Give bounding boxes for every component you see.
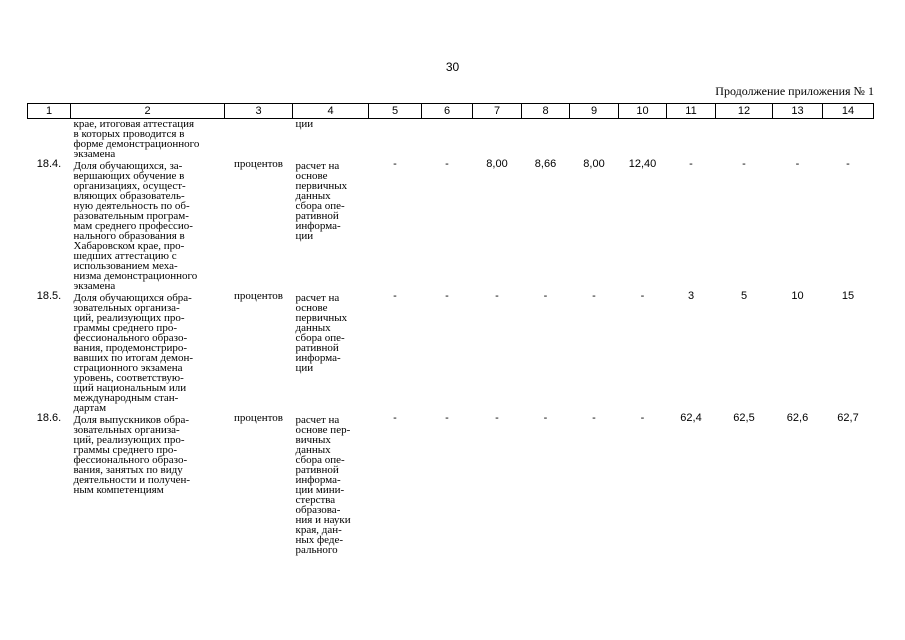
value-cell: -: [742, 158, 746, 170]
row-number: 18.6.: [36, 412, 62, 424]
value-cell: -: [640, 412, 645, 424]
column-header: 10: [619, 104, 667, 119]
table-row: [28, 413, 874, 555]
value-cell: 10: [791, 290, 804, 302]
value-cell: 5: [740, 290, 748, 302]
data-source: расчет на основе первичных данных сбора опе- ративной информа- ции: [295, 292, 348, 374]
data-source: расчет на основе первичных данных сбора опе- ративной информа- ции: [295, 160, 348, 242]
column-header: 8: [522, 104, 570, 119]
column-number-row: [28, 104, 874, 119]
value-cell: -: [846, 158, 850, 170]
value-cell: 62,5: [733, 412, 755, 424]
value-cell: 8,00: [486, 158, 508, 170]
table-row: [28, 159, 874, 291]
value-cell: 62,4: [680, 412, 702, 424]
value-cell: -: [543, 290, 548, 302]
row-number: 18.5.: [36, 290, 62, 302]
table-row: [28, 291, 874, 413]
value-cell: 3: [687, 290, 695, 302]
value-cell: -: [795, 158, 800, 170]
value-cell: -: [592, 290, 596, 302]
unit: процентов: [234, 290, 283, 302]
value-cell: 15: [841, 290, 855, 302]
value-cell: -: [393, 290, 397, 302]
value-cell: -: [592, 412, 596, 424]
value-cell: 12,40: [628, 158, 657, 170]
value-cell: -: [543, 412, 548, 424]
column-header: 5: [369, 104, 422, 119]
value-cell: -: [445, 158, 449, 170]
column-header: 14: [823, 104, 874, 119]
indicator-name: Доля выпускников обра- зовательных организа- ций, реализующих про- граммы среднего про- фессионального образо- вания, занятых по виду деятельности и получен- ным компетенциям: [73, 414, 191, 496]
value-cell: -: [495, 412, 499, 424]
unit: [225, 119, 293, 160]
column-header: 3: [225, 104, 293, 119]
data-source: ции: [295, 118, 314, 130]
value-cell: -: [495, 290, 499, 302]
value-cell: 62,6: [786, 412, 809, 424]
data-source: расчет на основе пер- вичных данных сбора опе- ративной информа- ции мини- стерства образова- ния и науки края, дан- ных феде- рального: [295, 414, 351, 556]
indicators-table: [27, 103, 874, 555]
value-cell: -: [640, 290, 645, 302]
row-number: [28, 119, 71, 160]
value-cell: 8,00: [583, 158, 605, 170]
column-header: 12: [716, 104, 773, 119]
column-header: 13: [773, 104, 823, 119]
value-cell: -: [393, 158, 397, 170]
indicator-name: Доля обучающихся, за- вершающих обучение в организациях, осущест- вляющих образователь- ную деятельность по об- разовательным програм- мам среднего профессио- нального образования в Хабаровском крае, про- шедших аттестацию с использованием меха- низма демонстрационного экзамена: [73, 160, 198, 292]
indicator-name: крае, итоговая аттестация в которых проводится в форме демонстрационного экзамена: [73, 118, 200, 160]
value-cell: -: [445, 412, 449, 424]
column-header: 6: [422, 104, 473, 119]
value-cell: -: [689, 158, 693, 170]
column-header: 7: [473, 104, 522, 119]
column-header: 9: [570, 104, 619, 119]
value-cell: 8,66: [534, 158, 557, 170]
unit: процентов: [234, 158, 283, 170]
appendix-continuation-label: Продолжение приложения № 1: [715, 84, 874, 98]
continued-row: [28, 119, 874, 160]
value-cell: 62,7: [837, 412, 859, 424]
column-header: 2: [71, 104, 225, 119]
column-header: 11: [667, 104, 716, 119]
indicator-name: Доля обучающихся обра- зовательных организа- ций, реализующих про- граммы среднего про- фессионального образо- вания, продемонстриро- вавших по итогам демон- страционного экзамена уровень, соответствую- щий национальным или международным стан- дартам: [73, 292, 194, 414]
column-header: 4: [293, 104, 369, 119]
unit: процентов: [234, 412, 283, 424]
value-cell: -: [445, 290, 449, 302]
value-cell: -: [393, 412, 397, 424]
page-number: 30: [445, 60, 460, 74]
row-number: 18.4.: [36, 158, 62, 170]
column-header: 1: [28, 104, 71, 119]
